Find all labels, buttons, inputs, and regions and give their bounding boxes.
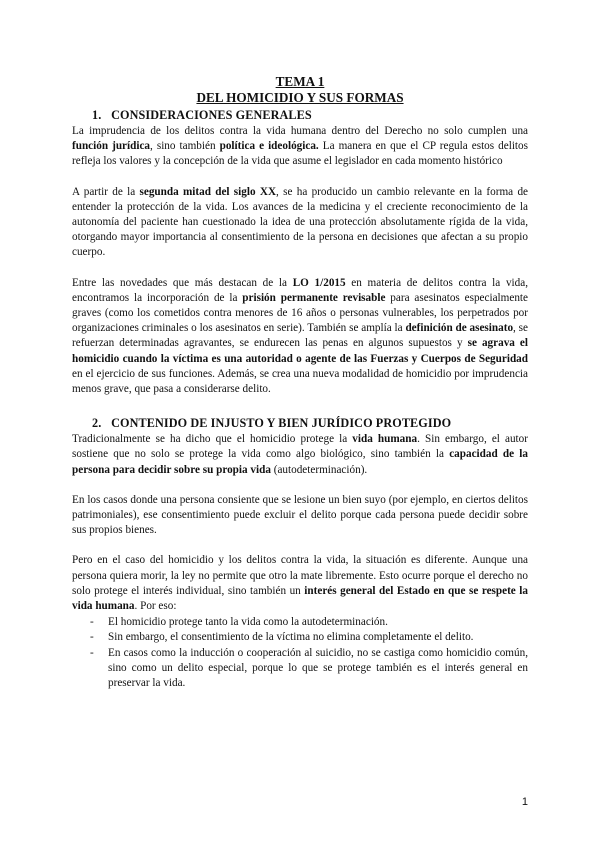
text-run: Pero en el caso del homicidio y los delitos contra la vida, la situación es diferente. Aunque una persona quiera morir, la ley no permite que otro la mate libremente. Esto ocurre porque el derecho no solo protege el interés individual, sino también un [72, 554, 528, 597]
section2-number: 2. [92, 416, 102, 431]
list-item-text: Sin embargo, el consentimiento de la víctima no elimina completamente el delito. [108, 631, 474, 644]
bold-run: segunda mitad del siglo XX [139, 185, 277, 198]
bold-run: función jurídica [72, 140, 151, 153]
text-run: , sino también [150, 140, 220, 153]
bold-run: LO 1/2015 [292, 276, 346, 289]
section1-paragraph-3 [72, 276, 528, 398]
section1-paragraph-2 [72, 185, 528, 261]
document-title-line1: TEMA 1 [275, 74, 325, 89]
text-run: La imprudencia de los delitos contra la vida humana dentro del Derecho no solo cumplen una [72, 125, 528, 137]
section1-heading [92, 107, 528, 123]
text-run: (autodeterminación). [270, 463, 368, 476]
list-item [72, 646, 528, 692]
text-run: para asesinatos especialmente graves (como los cometidos contra menores de 16 años o personas vulnerables, los perpetrados por organizaciones criminales o los asesinatos en serie). También se amplía la [72, 291, 528, 335]
text-run: A partir de la [72, 185, 140, 198]
section2-paragraph-1 [72, 432, 528, 478]
text-run: en materia de delitos contra la vida, encontramos la incorporación de la [72, 276, 528, 304]
section2-heading [92, 415, 528, 431]
text-run: . Sin embargo, el autor sostiene que no solo se protege la vida como algo biológico, sino también la [72, 433, 528, 461]
list-item-text: El homicidio protege tanto la vida como la autodeterminación. [108, 616, 388, 629]
bold-run: prisión permanente revisable [242, 291, 386, 304]
section2-paragraph-3 [72, 553, 528, 614]
section2-paragraph-2: En los casos donde una persona consiente que se lesione un bien suyo (por ejemplo, en ciertos delitos patrimoniales), ese consentimiento puede excluir el delito porque cada persona puede decidir sobre sus propios bienes. [72, 493, 528, 537]
bullet-dash: - [90, 616, 94, 629]
bold-run: definición de asesinato [405, 322, 514, 335]
bullet-dash: - [90, 631, 94, 644]
section1-paragraph-1 [72, 124, 528, 170]
section2-bullet-list [72, 615, 528, 691]
text-run: La manera en que el CP regula estos delitos refleja los valores y la concepción de la vida que asume el legislador en cada momento histórico [72, 140, 528, 168]
text-run: . Por eso: [134, 600, 177, 613]
bold-run: interés general del Estado en que se respete la vida humana [72, 584, 528, 613]
bold-run: vida humana [352, 433, 418, 446]
bullet-dash: - [90, 646, 94, 659]
list-item [72, 630, 528, 645]
page-number: 1 [521, 796, 528, 808]
document-title-line2: DEL HOMICIDIO Y SUS FORMAS [196, 90, 404, 105]
list-item-text: En casos como la inducción o cooperación al suicidio, no se castiga como homicidio común, sino como un delito especial, porque lo que se protege también es el interés general en preservar la vida. [108, 646, 528, 690]
document-body [72, 74, 528, 691]
list-item [72, 615, 528, 630]
section2-heading-text: CONTENIDO DE INJUSTO Y BIEN JURÍDICO PROTEGIDO [111, 416, 452, 431]
bold-run: capacidad de la persona para decidir sobre su propia vida [72, 448, 528, 476]
text-run: , se refuerzan determinadas agravantes, se endurecen las penas en algunos supuestos y [72, 322, 528, 350]
bold-run: se agrava el homicidio cuando la víctima es una autoridad o agente de las Fuerzas y Cuerpos de Seguridad [72, 337, 529, 365]
text-run: Entre las novedades que más destacan de la [72, 276, 293, 289]
section1-heading-text: CONSIDERACIONES GENERALES [111, 108, 312, 122]
text-run: , se ha producido un cambio relevante en la forma de entender la protección de la vida. Los avances de la medicina y el creciente reconocimiento de la autonomía del paciente han cuestionado la idea de una protección absolutamente rígida de la vida, otorgando mayor importancia al consentimiento de la persona en decisiones que afectan a su propio cuerpo. [72, 185, 528, 259]
text-run: Tradicionalmente se ha dicho que el homicidio protege la [72, 433, 353, 446]
bold-run: política e ideológica. [219, 140, 319, 153]
text-run: en el ejercicio de sus funciones. Además, se crea una nueva modalidad de homicidio por imprudencia menos grave, que pasa a considerarse delito. [72, 367, 528, 396]
section1-number: 1. [92, 108, 102, 122]
